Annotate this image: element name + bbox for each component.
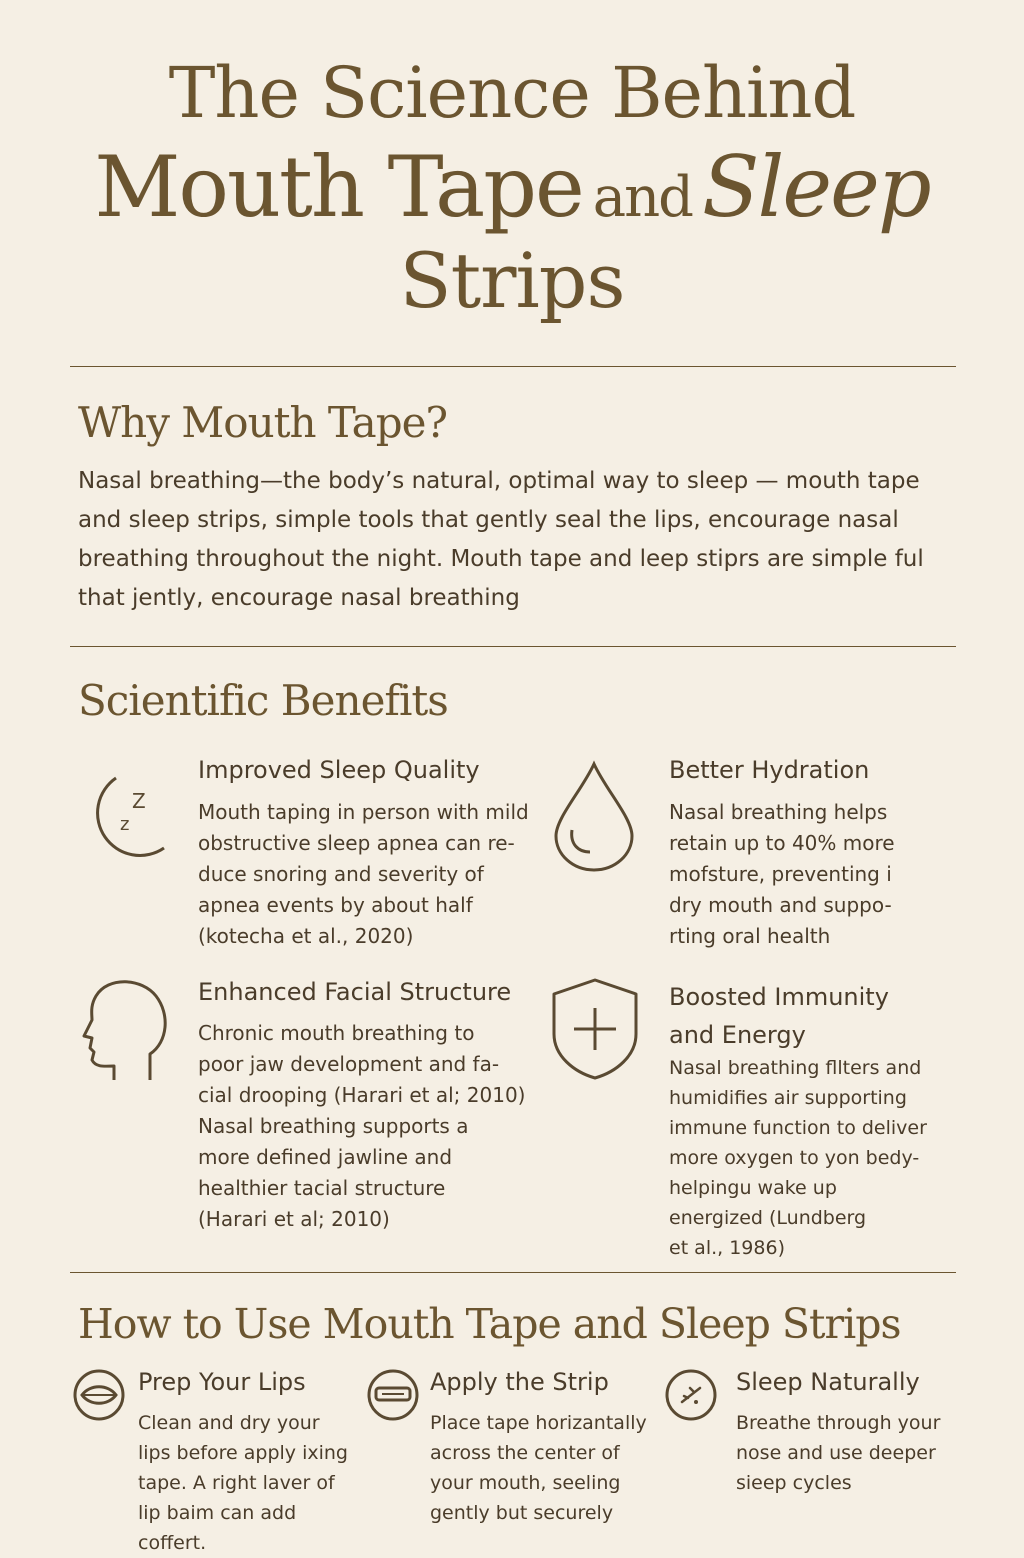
- benefit-body: Chronic mouth breathing to poor jaw development and fa- cial drooping (Harari et al; 2010) Nasal breathing supports a more defined jawline and healthier tacial structure (Harari et al; 2010): [198, 1021, 526, 1231]
- benefit-title: Improved Sleep Quality: [198, 756, 480, 784]
- water-drop-icon: [552, 760, 636, 876]
- sleep-breath-icon: [664, 1368, 718, 1426]
- benefit-title: Better Hydration: [669, 756, 870, 784]
- divider: [70, 366, 956, 367]
- step-title: Apply the Strip: [430, 1368, 609, 1396]
- tape-strip-icon: [366, 1368, 420, 1426]
- benefit-body: Nasal breathing fllters and humidifies air supporting immune function to deliver more oxygen to yon bedy- helpingu wake up energized (Lundberg et al., 1986): [669, 1057, 927, 1259]
- svg-text:z: z: [120, 814, 130, 835]
- why-body: Nasal breathing—the body’s natural, optimal way to sleep — mouth tape and sleep strips, simple tools that gently seal the lips, encourage nasal breathing throughout the night. Mouth tape and leep stiprs are simple ful that jently, encourage nasal breathing: [78, 468, 924, 611]
- step-body: Breathe through your nose and use deeper sieep cycles: [736, 1412, 941, 1494]
- divider: [70, 1272, 956, 1273]
- shield-plus-icon: [550, 976, 640, 1086]
- step-title: Sleep Naturally: [736, 1368, 920, 1396]
- title-line-3: Strips: [399, 236, 625, 325]
- lips-icon: [72, 1368, 126, 1426]
- moon-sleep-icon: [76, 770, 172, 874]
- benefit-body: Nasal breathing helps retain up to 40% more mofsture, preventing i dry mouth and suppo- rting oral health: [669, 800, 895, 948]
- step-body: Clean and dry your lips before apply ixing tape. A right laver of lip baim can add coffert.: [138, 1412, 348, 1554]
- benefit-body: Mouth taping in person with mild obstructive sleep apnea can re- duce snoring and severity of apnea events by about half (kotecha et al., 2020): [198, 800, 529, 948]
- title-line-2: [0, 138, 1024, 236]
- step-title: Prep Your Lips: [138, 1368, 306, 1396]
- benefit-title: Enhanced Facial Structure: [198, 978, 512, 1006]
- howto-heading: How to Use Mouth Tape and Sleep Strips: [78, 1300, 901, 1348]
- svg-text:Z: Z: [132, 789, 146, 813]
- title-italic: Sleep: [702, 138, 930, 236]
- benefits-heading: Scientific Benefits: [78, 676, 448, 725]
- why-heading: Why Mouth Tape?: [78, 398, 447, 447]
- divider: [70, 646, 956, 647]
- title-line-1: The Science Behind: [168, 52, 856, 134]
- title-and: and: [592, 165, 692, 230]
- step-body: Place tape horizantally across the center of your mouth, seeling gently but securely: [430, 1412, 647, 1524]
- benefit-title: Boosted Immunity and Energy: [669, 983, 889, 1049]
- head-profile-icon: [78, 976, 174, 1086]
- title-main: Mouth Tape: [94, 138, 583, 236]
